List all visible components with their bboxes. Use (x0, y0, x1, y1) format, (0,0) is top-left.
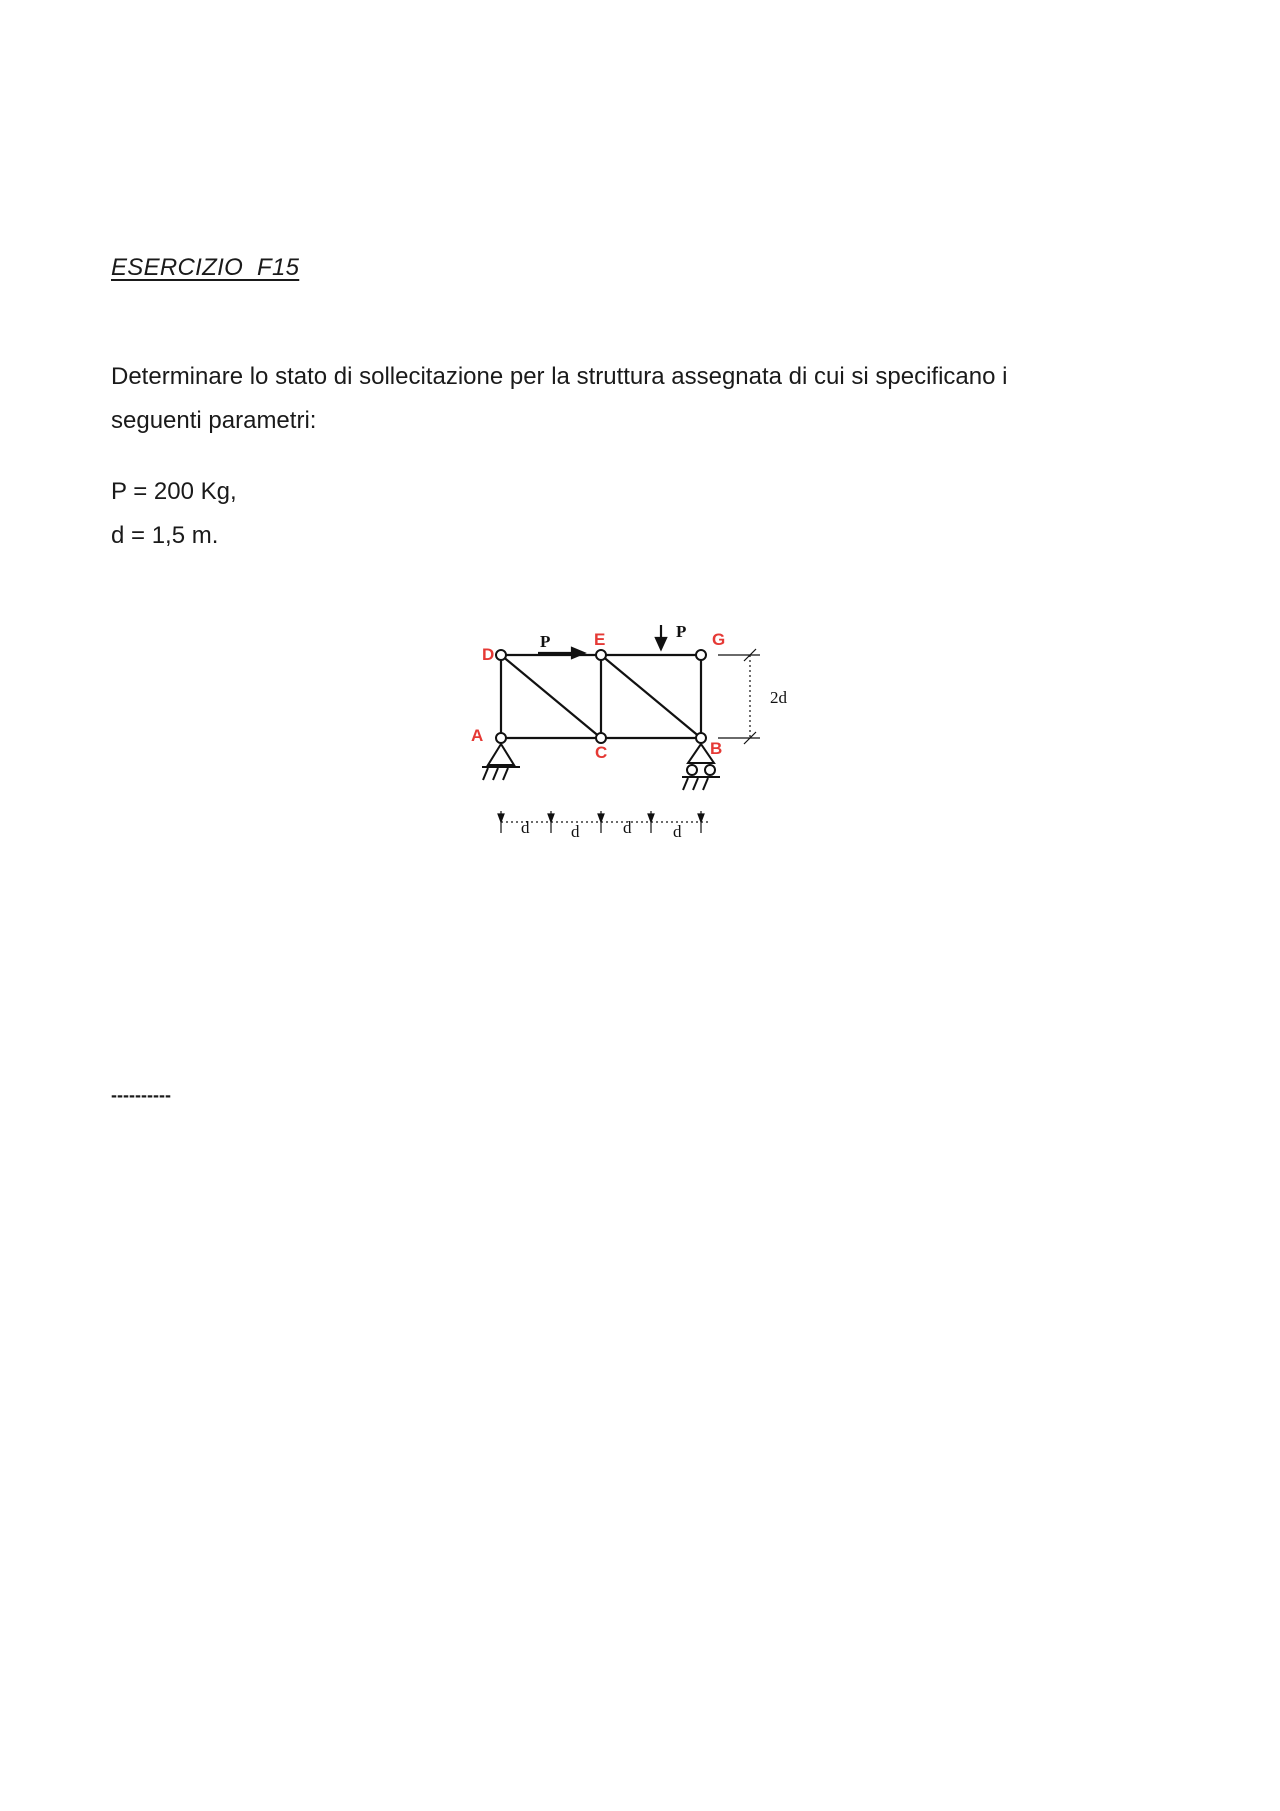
member-EB (601, 655, 701, 738)
vertical-load-arrow (656, 625, 666, 649)
label-C: C (595, 743, 608, 762)
separator-line: ---------- (111, 1085, 171, 1105)
node-G (696, 650, 706, 660)
span-label-1: d (521, 818, 530, 837)
parameter-length: d = 1,5 m. (111, 522, 219, 549)
problem-statement (111, 355, 1171, 443)
exercise-title: ESERCIZIO F15 (111, 254, 300, 281)
span-label-4: d (673, 822, 682, 841)
parameter-load: P = 200 Kg, (111, 478, 237, 505)
statement-line-1: Determinare lo stato di sollecitazione per la struttura assegnata di cui si specificano i (111, 363, 1008, 390)
height-dimension-label: 2d (770, 688, 787, 707)
node-C (596, 733, 606, 743)
node-E (596, 650, 606, 660)
label-A: A (471, 726, 484, 745)
node-A (496, 733, 506, 743)
label-B: B (710, 739, 723, 758)
label-G: G (712, 630, 726, 649)
label-D: D (482, 645, 495, 664)
statement-line-2: seguenti parametri: (111, 407, 317, 434)
span-label-3: d (623, 818, 632, 837)
truss-diagram (448, 615, 828, 865)
truss-svg (448, 615, 828, 865)
pin-support-A (482, 744, 520, 780)
node-B (696, 733, 706, 743)
height-dimension (718, 649, 760, 744)
parameter-list (111, 470, 237, 558)
vertical-load-label: P (676, 622, 687, 641)
node-D (496, 650, 506, 660)
horizontal-load-label: P (540, 632, 551, 651)
label-E: E (594, 630, 606, 649)
member-DC (501, 655, 601, 738)
span-label-2: d (571, 822, 580, 841)
